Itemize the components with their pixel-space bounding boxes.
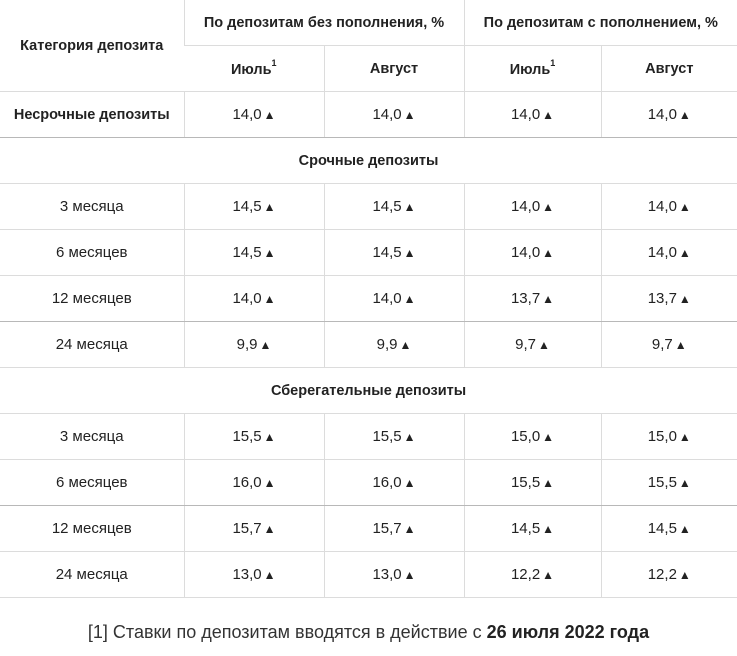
footnote-date: 26 июля 2022 года — [486, 622, 650, 642]
month-header-label: Август — [645, 60, 694, 77]
rate-cell — [184, 414, 324, 460]
rate-value: 14,0 — [372, 290, 402, 307]
triangle-up-icon: ▲ — [678, 430, 691, 444]
triangle-up-icon: ▲ — [542, 246, 555, 260]
rate-cell — [324, 552, 464, 598]
triangle-up-icon: ▲ — [542, 430, 555, 444]
footnote-marker: 1 — [550, 57, 556, 68]
rate-cell — [601, 276, 737, 322]
rate-cell — [184, 460, 324, 506]
row-label: 12 месяцев — [0, 506, 184, 552]
rate-value: 13,7 — [647, 290, 677, 307]
triangle-up-icon: ▲ — [678, 292, 691, 306]
rate-cell — [464, 184, 601, 230]
rate-value: 9,9 — [236, 336, 258, 353]
rate-cell — [601, 230, 737, 276]
table-row — [0, 414, 737, 460]
rate-cell — [324, 506, 464, 552]
rate-value: 14,5 — [232, 244, 262, 261]
rate-cell — [324, 276, 464, 322]
row-label: 24 месяца — [0, 322, 184, 368]
row-label: Несрочные депозиты — [0, 92, 184, 138]
section-title: Срочные депозиты — [0, 138, 737, 184]
triangle-up-icon: ▲ — [542, 568, 555, 582]
rate-value: 14,0 — [232, 106, 262, 123]
rate-value: 15,5 — [232, 428, 262, 445]
rate-cell — [184, 92, 324, 138]
rate-value: 13,7 — [510, 290, 541, 307]
rate-cell — [601, 506, 737, 552]
rate-value: 13,0 — [232, 566, 262, 583]
rate-value: 14,0 — [647, 106, 677, 123]
triangle-up-icon: ▲ — [263, 246, 276, 260]
triangle-up-icon: ▲ — [542, 108, 555, 122]
triangle-up-icon: ▲ — [403, 108, 416, 122]
row-label: 3 месяца — [0, 184, 184, 230]
rate-value: 16,0 — [232, 474, 262, 491]
row-label: 6 месяцев — [0, 460, 184, 506]
triangle-up-icon: ▲ — [263, 568, 276, 582]
rate-value: 14,5 — [232, 198, 262, 215]
table-row — [0, 92, 737, 138]
rate-value: 9,7 — [515, 336, 536, 353]
rate-cell — [464, 460, 601, 506]
rate-value: 13,0 — [372, 566, 402, 583]
rate-value: 14,0 — [510, 106, 541, 123]
rate-value: 14,0 — [510, 244, 541, 261]
rate-cell — [324, 230, 464, 276]
rate-value: 14,5 — [372, 244, 402, 261]
rate-value: 14,0 — [510, 198, 541, 215]
rate-cell — [324, 92, 464, 138]
rate-value: 14,0 — [372, 106, 402, 123]
rate-cell — [184, 230, 324, 276]
table-header-row — [0, 0, 737, 46]
rate-cell — [464, 92, 601, 138]
rate-value: 14,5 — [647, 520, 677, 537]
rate-value: 15,5 — [510, 474, 541, 491]
footnote — [0, 622, 737, 643]
rate-value: 15,5 — [372, 428, 402, 445]
rate-cell — [324, 184, 464, 230]
rate-cell — [324, 414, 464, 460]
section-title: Сберегательные депозиты — [0, 368, 737, 414]
rate-value: 15,0 — [647, 428, 677, 445]
triangle-up-icon: ▲ — [403, 522, 416, 536]
month-header-label: Июль — [230, 61, 272, 78]
rate-value: 16,0 — [372, 474, 402, 491]
rate-value: 9,9 — [376, 336, 398, 353]
triangle-up-icon: ▲ — [403, 200, 416, 214]
row-label: 24 месяца — [0, 552, 184, 598]
triangle-up-icon: ▲ — [678, 246, 691, 260]
footnote-text: [1] Ставки по депозитам вводятся в действие с — [87, 622, 487, 642]
triangle-up-icon: ▲ — [403, 476, 416, 490]
rate-value: 9,7 — [651, 336, 673, 353]
rate-cell — [464, 552, 601, 598]
rate-value: 14,0 — [647, 198, 677, 215]
rate-cell — [601, 92, 737, 138]
triangle-up-icon: ▲ — [542, 476, 555, 490]
rate-value: 12,2 — [510, 566, 541, 583]
triangle-up-icon: ▲ — [403, 430, 416, 444]
rate-cell — [184, 184, 324, 230]
table-row — [0, 184, 737, 230]
triangle-up-icon: ▲ — [538, 338, 550, 352]
rate-cell — [464, 230, 601, 276]
rate-value: 14,5 — [372, 198, 402, 215]
rate-value: 14,0 — [647, 244, 677, 261]
month-header-label: Июль — [509, 61, 551, 78]
rate-cell — [184, 322, 324, 368]
table-row — [0, 552, 737, 598]
rate-cell — [464, 506, 601, 552]
triangle-up-icon: ▲ — [403, 246, 416, 260]
triangle-up-icon: ▲ — [263, 522, 276, 536]
triangle-up-icon: ▲ — [678, 108, 691, 122]
rate-cell — [184, 276, 324, 322]
rate-cell — [324, 460, 464, 506]
group-header-topup: По депозитам с пополнением, % — [464, 0, 737, 46]
rate-cell — [601, 460, 737, 506]
triangle-up-icon: ▲ — [263, 476, 276, 490]
table-body — [0, 92, 737, 598]
row-label: 6 месяцев — [0, 230, 184, 276]
month-header — [184, 46, 324, 92]
rate-cell — [601, 184, 737, 230]
triangle-up-icon: ▲ — [542, 292, 555, 306]
triangle-up-icon: ▲ — [403, 292, 416, 306]
rate-value: 14,5 — [510, 520, 541, 537]
row-label: 12 месяцев — [0, 276, 184, 322]
rate-cell — [184, 506, 324, 552]
triangle-up-icon: ▲ — [542, 200, 555, 214]
table-row — [0, 322, 737, 368]
month-header — [464, 46, 601, 92]
triangle-up-icon: ▲ — [259, 338, 272, 352]
triangle-up-icon: ▲ — [678, 568, 691, 582]
month-header — [324, 46, 464, 92]
rate-cell — [601, 552, 737, 598]
table-row — [0, 230, 737, 276]
triangle-up-icon: ▲ — [263, 108, 276, 122]
triangle-up-icon: ▲ — [678, 200, 691, 214]
table-row — [0, 276, 737, 322]
triangle-up-icon: ▲ — [263, 292, 276, 306]
month-header — [601, 46, 737, 92]
rate-cell — [464, 276, 601, 322]
triangle-up-icon: ▲ — [678, 522, 691, 536]
month-header-label: Август — [369, 60, 419, 77]
rate-value: 15,7 — [232, 520, 262, 537]
table-row — [0, 506, 737, 552]
category-header: Категория депозита — [0, 0, 184, 92]
rate-value: 14,0 — [232, 290, 262, 307]
rate-value: 15,5 — [647, 474, 677, 491]
table-row — [0, 460, 737, 506]
section-row — [0, 368, 737, 414]
rate-cell — [601, 414, 737, 460]
rate-value: 15,0 — [510, 428, 541, 445]
rate-cell — [184, 552, 324, 598]
triangle-up-icon: ▲ — [263, 200, 276, 214]
rate-value: 15,7 — [372, 520, 402, 537]
section-row — [0, 138, 737, 184]
group-header-no-topup: По депозитам без пополнения, % — [184, 0, 464, 46]
rate-cell — [464, 322, 601, 368]
triangle-up-icon: ▲ — [399, 338, 412, 352]
rate-cell — [464, 414, 601, 460]
triangle-up-icon: ▲ — [678, 476, 691, 490]
rate-cell — [601, 322, 737, 368]
rate-cell — [324, 322, 464, 368]
footnote-marker: 1 — [271, 57, 277, 68]
triangle-up-icon: ▲ — [403, 568, 416, 582]
row-label: 3 месяца — [0, 414, 184, 460]
triangle-up-icon: ▲ — [263, 430, 276, 444]
triangle-up-icon: ▲ — [674, 338, 687, 352]
triangle-up-icon: ▲ — [542, 522, 555, 536]
rate-value: 12,2 — [647, 566, 677, 583]
